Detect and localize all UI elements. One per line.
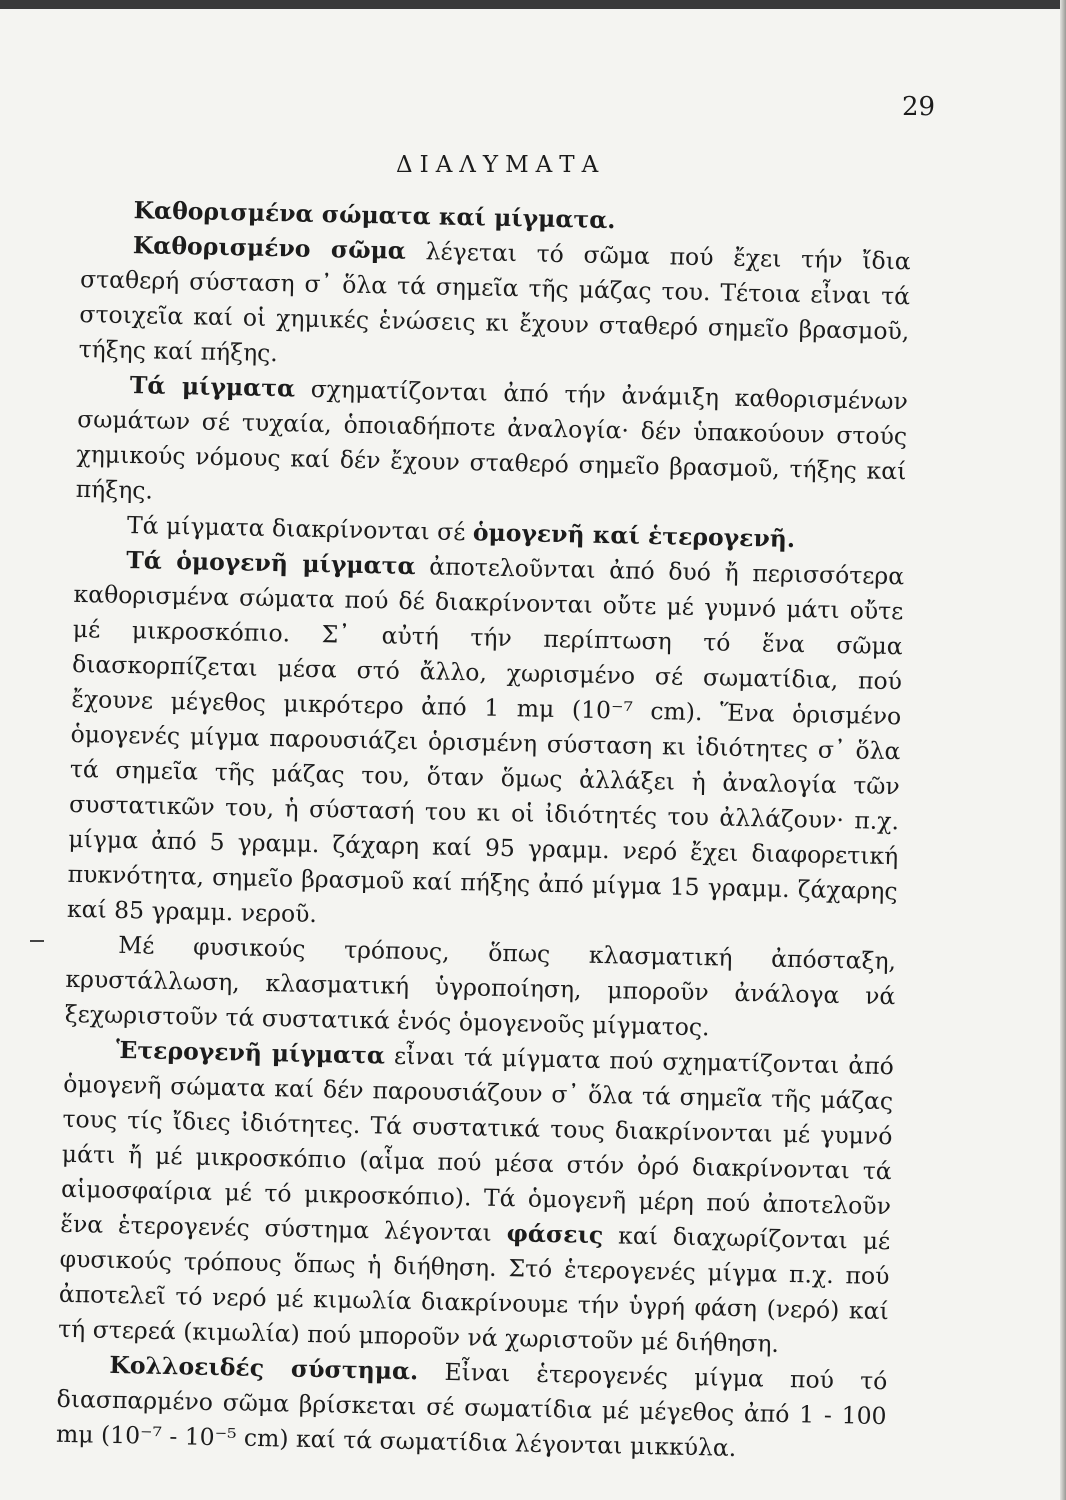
paragraph-text: Τά μίγματα διακρίνονται σέ <box>126 511 474 547</box>
chapter-title: ΔΙΑΛΥΜΑΤΑ <box>396 152 606 178</box>
scan-top-border <box>0 0 1066 9</box>
page-number: 29 <box>902 92 936 122</box>
term-mixtures: Τά μίγματα <box>129 371 296 403</box>
paragraph-separation <box>64 927 896 1049</box>
paragraph-text: Εἶναι ἑτερογενές μίγμα πού τό διασπαρμένο σῶμα βρίσκεται σέ σωματίδια μέ μέγεθος ἀπό 1 - 100 mμ (10⁻⁷ - 10⁻⁵ cm) καί τά σωματίδια λέγονται μικκύλα. <box>55 1357 888 1462</box>
paragraph-text: Μέ φυσικούς τρόπους, ὅπως κλασματική ἀπόσταξη, κρυστάλλωση, κλασματική ὑγροποίηση, μποροῦν ἀνάλογα νά ξεχωριστοῦν τά συστατικά ἑνός ὁμογενοῦς μίγματος. <box>64 930 897 1042</box>
paragraph-text: σχηματίζονται ἀπό τήν ἀνάμιξη καθορισμένων σωμάτων σέ τυχαία, ὁποιαδήποτε ἀναλογία· δέν ὑπακούουν στούς χημικούς νόμους καί δέν ἔχουν σταθερό σημεῖο βρασμοῦ, τήξης καί πήξης. <box>75 374 909 505</box>
paragraph-text: λέγεται τό σῶμα πού ἔχει τήν ἴδια σταθερή σύσταση σ᾿ ὅλα τά σημεῖα τῆς μάζας του. Τέτοια εἶναι τά στοιχεῖα καί οἱ χημικές ἑνώσεις κι ἔχουν σταθερό σημεῖο βρασμοῦ, τήξης καί πήξης. <box>78 236 912 368</box>
paragraph-definite-body <box>78 227 911 384</box>
margin-dash-mark <box>30 940 44 942</box>
term-definite-body: Καθορισμένο σῶμα <box>132 231 407 265</box>
term-phases: φάσεις <box>506 1219 604 1250</box>
paragraph-homogeneous <box>67 542 905 944</box>
section-heading: Καθορισμένα σώματα καί μίγματα. <box>133 196 616 235</box>
term-colloidal-system: Κολλοειδές σύστημα. <box>109 1350 419 1386</box>
scan-right-edge <box>1060 0 1066 1500</box>
paragraph-mixtures <box>75 367 908 524</box>
paragraph-heterogeneous <box>58 1032 894 1364</box>
body-text <box>56 192 912 1469</box>
paragraph-colloid <box>56 1347 888 1469</box>
term-homogeneous-heterogeneous: ὁμογενῆ καί ἑτερογενῆ. <box>472 518 796 554</box>
term-heterogeneous-mixtures: Ἑτερογενῆ μίγματα <box>115 1035 386 1070</box>
paragraph-text: καί διαχωρίζονται μέ φυσικούς τρόπους ὅπως ἡ διήθηση. Στό ἑτερογενές μίγμα π.χ. πού ἀποτελεῖ τό νερό μέ κιμωλία διακρίνουμε τήν ὑγρή φάση (νερό) καί τή στερεά (κιμωλία) πού μποροῦν νά χωριστοῦν μέ διήθηση. <box>57 1221 891 1358</box>
paragraph-text: εἶναι τά μίγματα πού σχηματίζονται ἀπό ὁμογενῆ σώματα καί δέν παρουσιάζουν σ᾿ ὅλα τά σημεῖα τῆς μάζας τους τίς ἴδιες ἰδιότητες. Τά συστατικά τους διακρίνονται μέ γυμνό μάτι ἤ μέ μικροσκόπιο (αἷμα πού μέσα στόν ὀρό διακρίνονται τά αἱμοσφαίρια μέ τό μικροσκόπιο). Τά ὁμογενῆ μέρη πού ἀποτελοῦν ἕνα ἑτερογενές σύστημα λέγονται <box>60 1041 895 1248</box>
paragraph-text: ἀποτελοῦνται ἀπό δυό ἤ περισσότερα καθορισμένα σώματα πού δέ διακρίνονται οὔτε μέ γυμνό μάτι οὔτε μέ μικροσκόπιο. Σ᾿ αὐτή τήν περίπτωση τό ἕνα σῶμα διασκορπίζεται μέσα στό ἄλλο, χωρισμένο σέ σωματίδια, πού ἔχουνε μέγεθος μικρότερο ἀπό 1 mμ (10⁻⁷ cm). Ἕνα ὁρισμένο ὁμογενές μίγμα παρουσιάζει ὁρισμένη σύσταση κι ἰδιότητες σ᾿ ὅλα τά σημεῖα τῆς μάζας του, ὅταν ὅμως ἀλλάξει ἡ ἀναλογία τῶν συστατικῶν του, ἡ σύστασή του κι οἱ ἰδιότητές του ἀλλάζουν· π.χ. μίγμα ἀπό 5 γραμμ. ζάχαρη καί 95 γραμμ. νερό ἔχει διαφορετική πυκνότητα, σημεῖο βρασμοῦ καί πήξης ἀπό μίγμα 15 γραμμ. ζάχαρης καί 85 γραμμ. νεροῦ. <box>66 552 905 929</box>
term-homogeneous-mixtures: Τά ὁμογενῆ μίγματα <box>126 546 416 581</box>
